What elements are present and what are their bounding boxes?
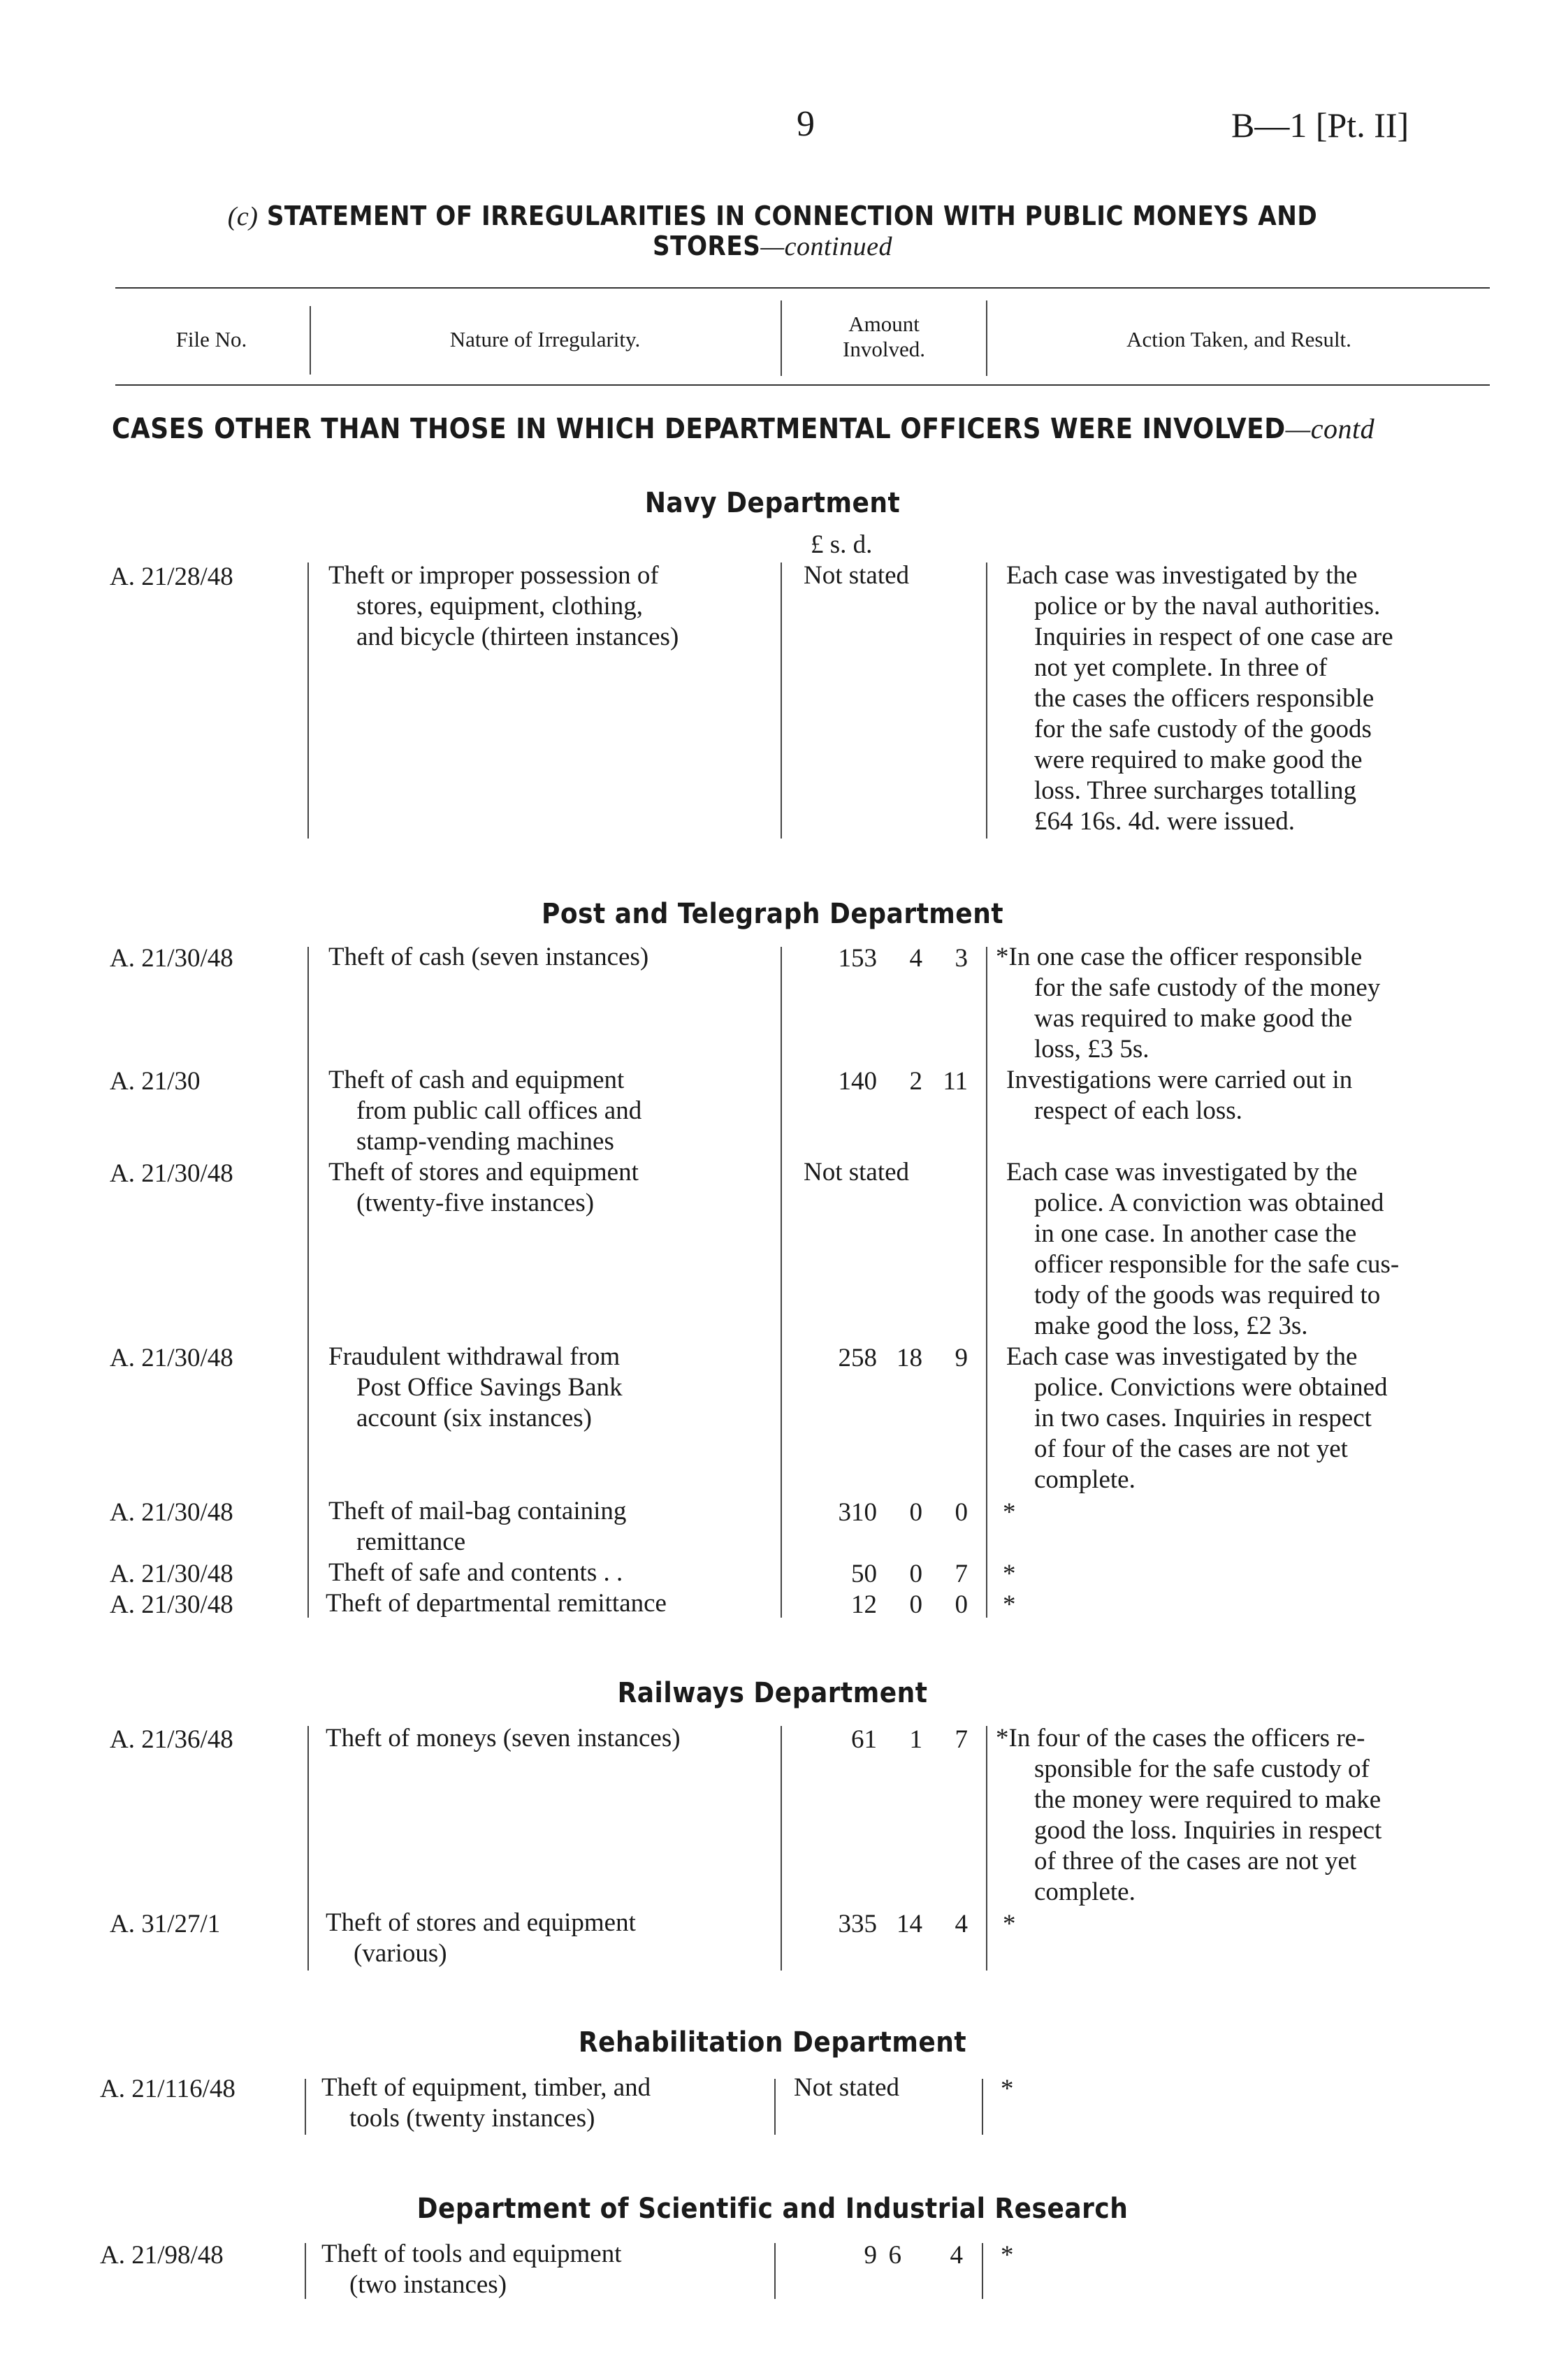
amount-shillings: 0 — [909, 1560, 922, 1588]
action-line: police. A conviction was obtained — [1034, 1189, 1384, 1217]
amount-pence: 11 — [943, 1067, 968, 1096]
action-line: the cases the officers responsible — [1034, 684, 1374, 713]
action-line: make good the loss, £2 3s. — [1034, 1312, 1308, 1340]
action-line: £64 16s. 4d. were issued. — [1034, 807, 1296, 836]
nature-line: Theft of stores and equipment — [328, 1158, 639, 1187]
amount-cell: Not stated — [794, 2073, 900, 2102]
file-number: A. 21/98/48 — [100, 2241, 224, 2270]
dept-heading-railways: Railways Department — [617, 1677, 928, 1709]
action-cell: * — [1003, 1910, 1016, 1938]
amount-shillings: 18 — [897, 1344, 922, 1372]
file-number: A. 21/116/48 — [100, 2075, 235, 2103]
section-title: CASES OTHER THAN THOSE IN WHICH DEPARTMENTAL OFFICERS WERE INVOLVED — [112, 413, 1286, 445]
nature-line: from public call offices and — [356, 1096, 642, 1125]
nature-cell — [326, 1908, 636, 1969]
amount-shillings: 4 — [909, 944, 922, 973]
amount-header-line2: Involved. — [843, 337, 925, 361]
amount-pounds: 9 — [864, 2241, 877, 2270]
amount-pounds: 153 — [838, 944, 877, 973]
amount-pounds: 310 — [838, 1498, 877, 1527]
nature-line: Theft or improper possession of — [328, 561, 659, 590]
action-line: police. Convictions were obtained — [1034, 1373, 1388, 1402]
amount-pence: 0 — [955, 1498, 968, 1527]
nature-line: Theft of safe and contents . . — [328, 1558, 623, 1587]
action-line: good the loss. Inquiries in respect — [1034, 1816, 1382, 1845]
section-heading — [112, 412, 1374, 445]
header-top-rule — [115, 287, 1490, 289]
nature-line: stores, equipment, clothing, — [356, 592, 644, 621]
file-number: A. 21/30/48 — [110, 944, 233, 973]
nature-line: Theft of moneys (seven instances) — [326, 1724, 681, 1753]
railways-divider-2 — [781, 1726, 782, 1971]
action-line: were required to make good the — [1034, 746, 1363, 774]
dept-heading-post-telegraph: Post and Telegraph Department — [541, 898, 1004, 930]
dsir-divider-2 — [774, 2243, 776, 2299]
title-main: STATEMENT OF IRREGULARITIES IN CONNECTION WITH PUBLIC MONEYS AND — [266, 201, 1318, 231]
action-cell — [1006, 1065, 1352, 1126]
navy-divider-2 — [781, 563, 782, 839]
amount-pence: 4 — [950, 2241, 963, 2270]
nature-line: (twenty-five instances) — [356, 1189, 595, 1217]
amount-pence: 7 — [955, 1725, 968, 1754]
nature-line: (various) — [354, 1939, 447, 1968]
action-line: for the safe custody of the money — [1034, 973, 1381, 1002]
post-divider-3 — [986, 947, 987, 1618]
statement-title-line2 — [0, 231, 1545, 262]
sheet-reference: B—1 [Pt. II] — [1231, 106, 1409, 145]
nature-line: Post Office Savings Bank — [356, 1373, 623, 1402]
dsir-divider-1 — [305, 2243, 306, 2299]
action-cell — [1006, 1342, 1388, 1495]
nature-line: stamp-vending machines — [356, 1127, 614, 1156]
nature-cell — [328, 942, 648, 973]
action-line: in two cases. Inquiries in respect — [1034, 1404, 1372, 1432]
action-line: Investigations were carried out in — [1006, 1066, 1353, 1094]
file-number: A. 21/30/48 — [110, 1344, 233, 1372]
amount-pounds: 12 — [851, 1590, 877, 1619]
railways-divider-1 — [307, 1726, 309, 1971]
action-line: complete. — [1034, 1465, 1136, 1494]
amount-pence: 3 — [955, 944, 968, 973]
amount-shillings: 14 — [897, 1910, 922, 1938]
file-number: A. 21/30/48 — [110, 1498, 233, 1527]
action-line: tody of the goods was required to — [1034, 1281, 1381, 1309]
nature-cell — [326, 1588, 667, 1619]
amount-pounds: 335 — [838, 1910, 877, 1938]
header-divider-1 — [310, 306, 311, 375]
action-line: complete. — [1034, 1878, 1136, 1906]
action-cell — [996, 942, 1380, 1065]
section-contd: —contd — [1285, 413, 1375, 444]
page-number: 9 — [797, 104, 815, 144]
nature-line: Theft of stores and equipment — [326, 1908, 636, 1937]
action-line: Each case was investigated by the — [1006, 1158, 1358, 1187]
action-cell: * — [1001, 2075, 1014, 2103]
nature-cell — [328, 1558, 623, 1588]
dsir-divider-3 — [982, 2243, 983, 2299]
nature-cell — [321, 2239, 622, 2300]
nature-line: account (six instances) — [356, 1404, 592, 1432]
column-header-file-no: File No. — [175, 327, 247, 351]
nature-line: (two instances) — [349, 2270, 507, 2299]
action-line: *In four of the cases the officers re- — [996, 1724, 1365, 1753]
action-line: Each case was investigated by the — [1006, 1342, 1358, 1371]
amount-header-line1: Amount — [848, 312, 920, 336]
nature-line: tools (twenty instances) — [349, 2104, 595, 2133]
column-header-amount — [783, 312, 985, 362]
action-cell: * — [1003, 1590, 1016, 1619]
column-header-nature: Nature of Irregularity. — [449, 327, 641, 351]
action-line: was required to make good the — [1034, 1004, 1353, 1033]
header-divider-3 — [986, 300, 987, 376]
dept-heading-rehabilitation: Rehabilitation Department — [578, 2026, 967, 2059]
nature-cell — [321, 2073, 651, 2134]
amount-pounds: 140 — [838, 1067, 877, 1096]
file-number: A. 31/27/1 — [110, 1910, 221, 1938]
nature-cell — [328, 1496, 626, 1558]
nature-line: Theft of cash (seven instances) — [328, 943, 649, 971]
amount-shillings: 0 — [909, 1498, 922, 1527]
navy-divider-3 — [986, 563, 987, 839]
file-number: A. 21/36/48 — [110, 1725, 233, 1754]
action-cell: * — [1001, 2241, 1014, 2270]
action-line: respect of each loss. — [1034, 1096, 1242, 1125]
action-line: *In one case the officer responsible — [996, 943, 1363, 971]
action-line: loss, £3 5s. — [1034, 1035, 1149, 1064]
action-cell: * — [1003, 1560, 1016, 1588]
rehab-divider-2 — [774, 2079, 776, 2135]
amount-pounds: 258 — [838, 1344, 877, 1372]
railways-divider-3 — [986, 1726, 987, 1971]
action-cell — [996, 1723, 1381, 1908]
amount-pence: 0 — [955, 1590, 968, 1619]
nature-line: Theft of equipment, timber, and — [321, 2073, 651, 2102]
action-cell — [1006, 560, 1393, 837]
file-number: A. 21/30/48 — [110, 1560, 233, 1588]
amount-pounds: 61 — [851, 1725, 877, 1754]
nature-cell — [326, 1723, 681, 1754]
amount-shillings: 0 — [909, 1590, 922, 1619]
nature-line: Fraudulent withdrawal from — [328, 1342, 621, 1371]
file-number: A. 21/28/48 — [110, 563, 233, 591]
action-line: sponsible for the safe custody of — [1034, 1755, 1370, 1783]
action-cell: * — [1003, 1498, 1016, 1527]
nature-line: remittance — [356, 1528, 466, 1556]
file-number: A. 21/30/48 — [110, 1159, 233, 1188]
post-divider-2 — [781, 947, 782, 1618]
amount-shillings: 1 — [909, 1725, 922, 1754]
currency-header: £ s. d. — [811, 530, 873, 559]
rehab-divider-1 — [305, 2079, 306, 2135]
amount-pence: 9 — [955, 1344, 968, 1372]
amount-pence: 4 — [955, 1910, 968, 1938]
nature-line: Theft of departmental remittance — [326, 1589, 667, 1618]
title-continued: —continued — [760, 232, 892, 261]
action-line: of three of the cases are not yet — [1034, 1847, 1357, 1875]
dept-heading-navy: Navy Department — [644, 487, 901, 519]
amount-cell: Not stated — [804, 1158, 910, 1187]
dept-heading-dsir: Department of Scientific and Industrial Research — [416, 2193, 1129, 2225]
statement-title-line1 — [0, 201, 1545, 232]
action-line: officer responsible for the safe cus- — [1034, 1250, 1400, 1279]
action-line: the money were required to make — [1034, 1785, 1381, 1814]
amount-pounds: 50 — [851, 1560, 877, 1588]
action-line: Inquiries in respect of one case are — [1034, 623, 1393, 651]
file-number: A. 21/30 — [110, 1067, 201, 1096]
rehab-divider-3 — [982, 2079, 983, 2135]
title-prefix: (c) — [227, 202, 259, 231]
action-line: Each case was investigated by the — [1006, 561, 1358, 590]
nature-cell — [328, 1157, 639, 1219]
header-bottom-rule — [115, 384, 1490, 386]
navy-divider-1 — [307, 563, 309, 839]
action-line: for the safe custody of the goods — [1034, 715, 1372, 743]
action-cell — [1006, 1157, 1399, 1342]
nature-cell — [328, 1342, 623, 1434]
amount-shillings: 6 — [888, 2241, 901, 2270]
action-line: of four of the cases are not yet — [1034, 1435, 1348, 1463]
nature-cell — [328, 1065, 641, 1157]
amount-cell: Not stated — [804, 561, 910, 590]
amount-pence: 7 — [955, 1560, 968, 1588]
nature-line: and bicycle (thirteen instances) — [356, 623, 679, 651]
file-number: A. 21/30/48 — [110, 1590, 233, 1619]
column-header-action: Action Taken, and Result. — [1126, 327, 1351, 351]
nature-line: Theft of mail-bag containing — [328, 1497, 627, 1525]
nature-line: Theft of tools and equipment — [321, 2240, 622, 2268]
nature-cell — [328, 560, 679, 653]
title-stores: STORES — [653, 231, 761, 261]
action-line: police or by the naval authorities. — [1034, 592, 1381, 621]
nature-line: Theft of cash and equipment — [328, 1066, 625, 1094]
header-divider-2 — [781, 300, 782, 376]
action-line: loss. Three surcharges totalling — [1034, 776, 1357, 805]
post-divider-1 — [307, 947, 309, 1618]
action-line: not yet complete. In three of — [1034, 653, 1328, 682]
action-line: in one case. In another case the — [1034, 1219, 1357, 1248]
amount-shillings: 2 — [909, 1067, 922, 1096]
